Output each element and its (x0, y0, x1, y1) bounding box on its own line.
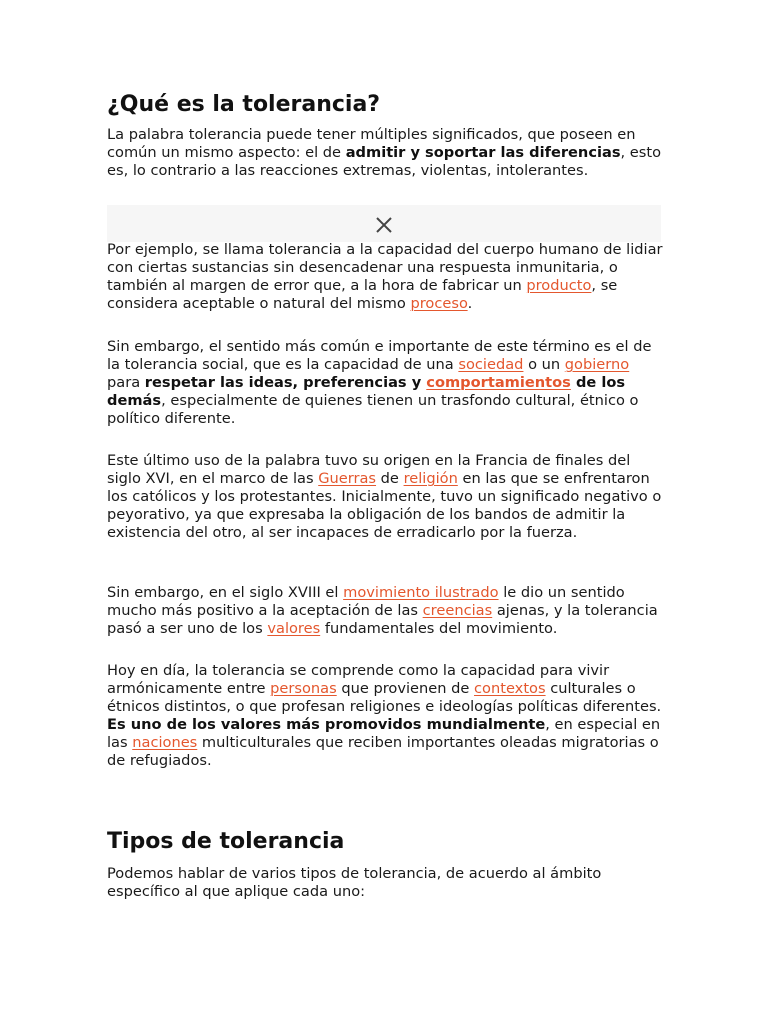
text: , se considera aceptable o natural del mismo (107, 277, 618, 312)
link-comportamientos[interactable]: comportamientos (426, 374, 571, 391)
link-proceso[interactable]: proceso (410, 295, 468, 312)
text: , esto es, lo contrario a las reacciones extremas, violentas, intolerantes. (107, 144, 662, 179)
link-producto[interactable]: producto (526, 277, 592, 294)
link-movimiento-ilustrado[interactable]: movimiento ilustrado (343, 584, 499, 601)
text: le dio un sentido mucho más positivo a la aceptación de las (107, 584, 625, 619)
text: fundamentales del movimiento. (320, 620, 558, 637)
bold-text: respetar las ideas, preferencias y (144, 374, 427, 391)
paragraph-hoy-en-dia (107, 662, 663, 770)
text: multiculturales que reciben importantes oleadas migratorias o de refugiados. (107, 734, 659, 769)
bold-text: Es uno de los valores más promovidos mundialmente (107, 716, 546, 733)
paragraph-tipos-intro: Podemos hablar de varios tipos de tolerancia, de acuerdo al ámbito específico al que aplique cada uno: (107, 865, 602, 900)
text: Hoy en día, la tolerancia se comprende como la capacidad para vivir armónicamente entre (107, 662, 610, 697)
text: de (376, 470, 404, 487)
text: o un (523, 356, 565, 373)
ad-placeholder (107, 205, 661, 242)
text: , en especial en las (107, 716, 661, 751)
text: en las que se enfrentaron los católicos y los protestantes. Inicialmente, tuvo un significado negativo o peyorativo, ya que expresaba la obligación de los bandos de admitir la existencia del otro, al ser incapaces de erradicarlo por la fuerza. (107, 470, 662, 541)
close-icon[interactable] (375, 216, 393, 234)
text: Sin embargo, en el siglo XVIII el (107, 584, 344, 601)
paragraph-ejemplo (107, 241, 663, 313)
text: para (107, 374, 145, 391)
link-creencias[interactable]: creencias (422, 602, 493, 619)
link-sociedad[interactable]: sociedad (458, 356, 524, 373)
heading-que-es-tolerancia: ¿Qué es la tolerancia? (107, 92, 381, 117)
link-valores[interactable]: valores (267, 620, 321, 637)
paragraph-siglo-xviii (107, 584, 663, 638)
text: Por ejemplo, se llama tolerancia a la capacidad del cuerpo humano de lidiar con ciertas sustancias sin desencadenar una respuesta inmunitaria, o también al margen de error que, a la hora de fabricar un (107, 241, 663, 294)
text: Este último uso de la palabra tuvo su origen en la Francia de finales del siglo XVI, en el marco de las (107, 452, 631, 487)
text: culturales o étnicos distintos, o que profesan religiones e ideologías políticas diferentes. (107, 680, 662, 715)
paragraph-tolerancia-social (107, 338, 663, 428)
link-contextos[interactable]: contextos (474, 680, 546, 697)
link-gobierno[interactable]: gobierno (564, 356, 630, 373)
text: ajenas, y la tolerancia pasó a ser uno de los (107, 602, 658, 637)
text: La palabra tolerancia puede tener múltiples significados, que poseen en común un mismo aspecto: el de (107, 126, 636, 161)
link-naciones[interactable]: naciones (132, 734, 198, 751)
text: que provienen de (336, 680, 475, 697)
text: . (467, 295, 473, 312)
link-guerras[interactable]: Guerras (318, 470, 377, 487)
bold-text: admitir y soportar las diferencias (345, 144, 621, 161)
heading-tipos-de-tolerancia: Tipos de tolerancia (107, 829, 345, 854)
paragraph-intro (107, 126, 663, 180)
paragraph-origen (107, 452, 663, 542)
link-personas[interactable]: personas (270, 680, 337, 697)
text: , especialmente de quienes tienen un trasfondo cultural, étnico o político diferente. (107, 392, 639, 427)
link-religion[interactable]: religión (403, 470, 458, 487)
bold-text: de los demás (107, 374, 626, 409)
text: Sin embargo, el sentido más común e importante de este término es el de la tolerancia social, que es la capacidad de una (107, 338, 652, 373)
